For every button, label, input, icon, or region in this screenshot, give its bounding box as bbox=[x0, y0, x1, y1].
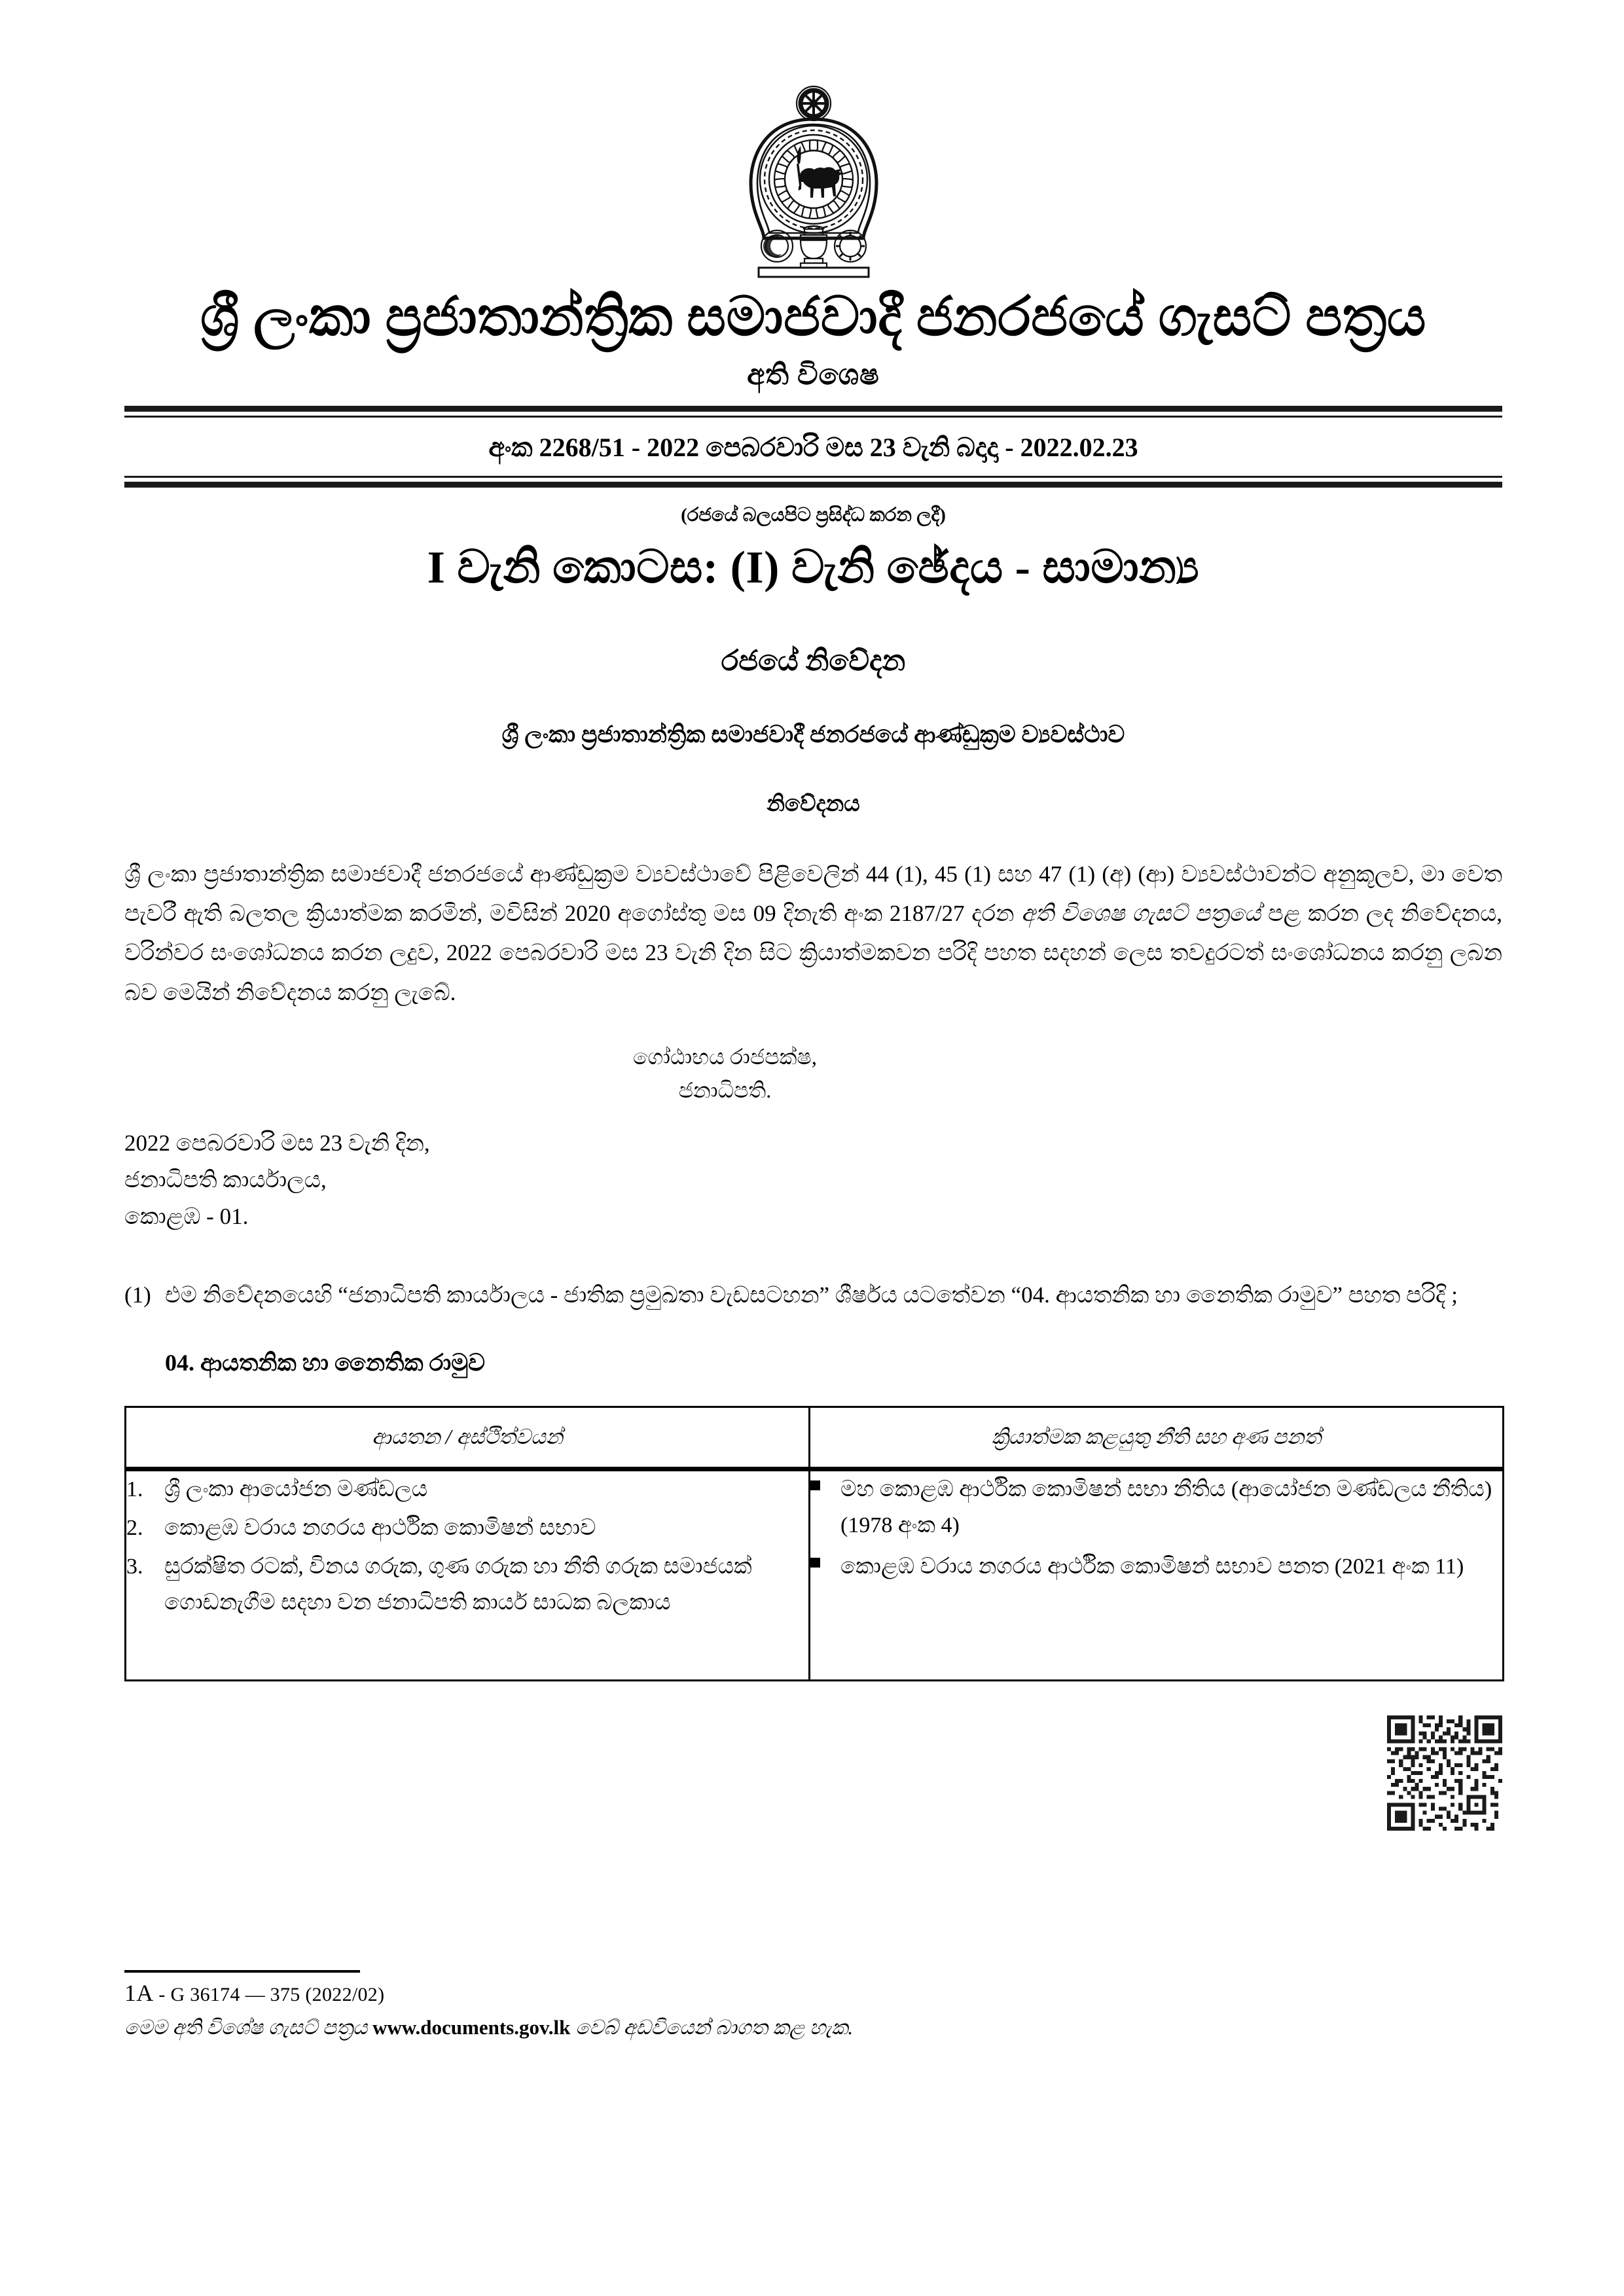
list-item bbox=[126, 1549, 808, 1621]
table-row bbox=[126, 1469, 1504, 1681]
amendment-clause bbox=[124, 1276, 1502, 1315]
masthead-subtitle: අති විශෙෂ bbox=[747, 358, 880, 391]
footer-website-url[interactable]: www.documents.gov.lk bbox=[372, 2016, 571, 2039]
signature-block bbox=[124, 1041, 1502, 1108]
org-name: කොළඹ වරාය නගරය ආර්ථික කොමිෂන් සභාව bbox=[164, 1516, 596, 1541]
clause-text: එම නිවේදනයෙහි “ජනාධිපති කාර්යාලය - ජාතික ප්‍රමුඛතා වැඩසටහන” ශීර්ෂය යටතේවන “04. ආයතනික හා නෛතික රාමුව” පහත පරිදි ; bbox=[165, 1282, 1458, 1308]
square-bullet-icon bbox=[810, 1471, 840, 1543]
table-header-row bbox=[126, 1407, 1504, 1469]
emblem-container bbox=[124, 0, 1502, 280]
footer-note-post: වෙබ් අඩවියෙන් බාගත කළ හැක. bbox=[570, 2016, 854, 2039]
list-item bbox=[126, 1471, 808, 1507]
page-footer bbox=[124, 1970, 1502, 2040]
notice-body-paragraph bbox=[124, 855, 1502, 1013]
law-name: මහ කොළඹ ආර්ථික කොමිෂන් සභා නීතිය (ආයෝජන මණ්ඩලය නීතිය) (1978 අංක 4) bbox=[840, 1477, 1492, 1538]
published-by-authority-line: (රජයේ බලයපිට ප්‍රසිද්ධ කරන ලදී) bbox=[681, 504, 946, 526]
page-content bbox=[124, 0, 1502, 1831]
list-item bbox=[810, 1549, 1502, 1585]
square-bullet-icon bbox=[810, 1549, 840, 1585]
address-block bbox=[124, 1125, 1502, 1235]
masthead-title: ශ්‍රී ලංකා ප්‍රජාතාන්ත්‍රික සමාජවාදී ජනරජයේ ගැසට් පත්‍රය bbox=[200, 287, 1426, 347]
org-number: 3. bbox=[126, 1554, 143, 1579]
notice-heading: නිවේදනය bbox=[767, 791, 860, 816]
section-title: 04. ආයතනික හා නෛතික රාමුව bbox=[165, 1350, 485, 1376]
footer-code-prefix: 1A bbox=[124, 1980, 154, 2006]
bottom-double-rule bbox=[124, 476, 1502, 488]
footer-code-rest: - G 36174 — 375 (2022/02) bbox=[158, 1984, 385, 2005]
clause-number: (1) bbox=[124, 1282, 151, 1308]
list-item bbox=[810, 1471, 1502, 1543]
footer-print-code bbox=[124, 1979, 1502, 2007]
address-office-line: ජනාධිපති කාර්යාලය, bbox=[124, 1166, 327, 1193]
footer-download-note bbox=[124, 2016, 1502, 2040]
paragraph-segment-2: පළ කරන ලද නිවේදනය, වරින්වර සංශෝධනය කරන ලදුව, 2022 පෙබරවාරි මස 23 වැනි දින සිට ක්‍රියාත්මකවන පරිදි පහත සදහන් ලෙස තවදුරටත් සංශෝධනය කරනු ලබන බව මෙයින් නිවේදනය කරනු ලැබේ. bbox=[124, 901, 1503, 1005]
qr-code-container bbox=[124, 1715, 1502, 1831]
signatory-name: ගෝඨාභය රාජපක්ෂ, bbox=[633, 1045, 817, 1069]
address-date-line: 2022 පෙබරවාරි මස 23 වැනි දින, bbox=[124, 1130, 430, 1156]
gazette-number-line: අංක 2268/51 - 2022 පෙබරවාරි මස 23 වැනි බදාදා - 2022.02.23 bbox=[488, 432, 1138, 462]
address-city-line: කොළඹ - 01. bbox=[124, 1203, 249, 1229]
org-number: 2. bbox=[126, 1516, 143, 1541]
qr-code-icon bbox=[1387, 1715, 1502, 1831]
government-notices-heading: රජයේ නිවේදන bbox=[721, 644, 906, 677]
column-header-organizations: ආයතන / අස්ථිත්වයන් bbox=[126, 1407, 810, 1469]
list-item bbox=[126, 1510, 808, 1546]
constitution-heading: ශ්‍රී ලංකා ප්‍රජාතාන්ත්‍රික සමාජවාදී ජනරජයේ ආණ්ඩුක්‍රම ව්‍යවස්ථාව bbox=[501, 721, 1125, 747]
part-heading: I වැනි කොටස: (I) වැනි ඡේදය - සාමාන්‍ය bbox=[427, 542, 1200, 593]
footer-divider bbox=[124, 1970, 360, 1973]
org-name: සුරක්ෂිත රටක්, විනය ගරුක, ගුණ ගරුක හා නීති ගරුක සමාජයක් ගොඩනැගීම සදහා වන ජනාධිපති කාර්ය සාධක බලකාය bbox=[164, 1554, 752, 1615]
org-name: ශ්‍රී ලංකා ආයෝජන මණ්ඩලය bbox=[164, 1477, 428, 1502]
organization-list bbox=[126, 1471, 808, 1621]
top-double-rule bbox=[124, 406, 1502, 418]
sri-lanka-national-emblem-icon bbox=[735, 84, 892, 280]
organizations-cell bbox=[126, 1469, 810, 1681]
law-list bbox=[810, 1471, 1502, 1585]
column-header-laws: ක්‍රියාත්මක කළයුතු නීති සහ අණ පනත් bbox=[810, 1407, 1504, 1469]
paragraph-segment-1: ශ්‍රී ලංකා ප්‍රජාතාන්ත්‍රික සමාජවාදී ජනරජයේ ආණ්ඩුක්‍රම ව්‍යවස්ථාවේ පිළිවෙලින් 44 (1), 45 (1) සහ 47 (1) (අ) (ආ) ව්‍යවස්ථාවන්ට අනුකූලව, මා වෙත පැවරී ඇති බලතල ක්‍රියාත්මක කරමින්, මවිසින් 2020 අගෝස්තු මස 09 දිනැති අංක 2187/27 දරන bbox=[124, 861, 1502, 927]
signatory-designation: ජනාධිපති. bbox=[678, 1079, 772, 1103]
laws-cell bbox=[810, 1469, 1504, 1681]
org-number: 1. bbox=[126, 1477, 143, 1502]
institutional-legal-framework-table bbox=[124, 1406, 1504, 1681]
footer-note-pre: මෙම අති විශේෂ ගැසට් පත්‍රය bbox=[124, 2016, 373, 2039]
law-name: කොළඹ වරාය නගරය ආර්ථික කොමිෂන් සභාව පනත (2021 අංක 11) bbox=[840, 1554, 1464, 1579]
paragraph-italic-segment: අති විශෙෂ ගැසට් පත්‍රයේ bbox=[1021, 901, 1261, 927]
